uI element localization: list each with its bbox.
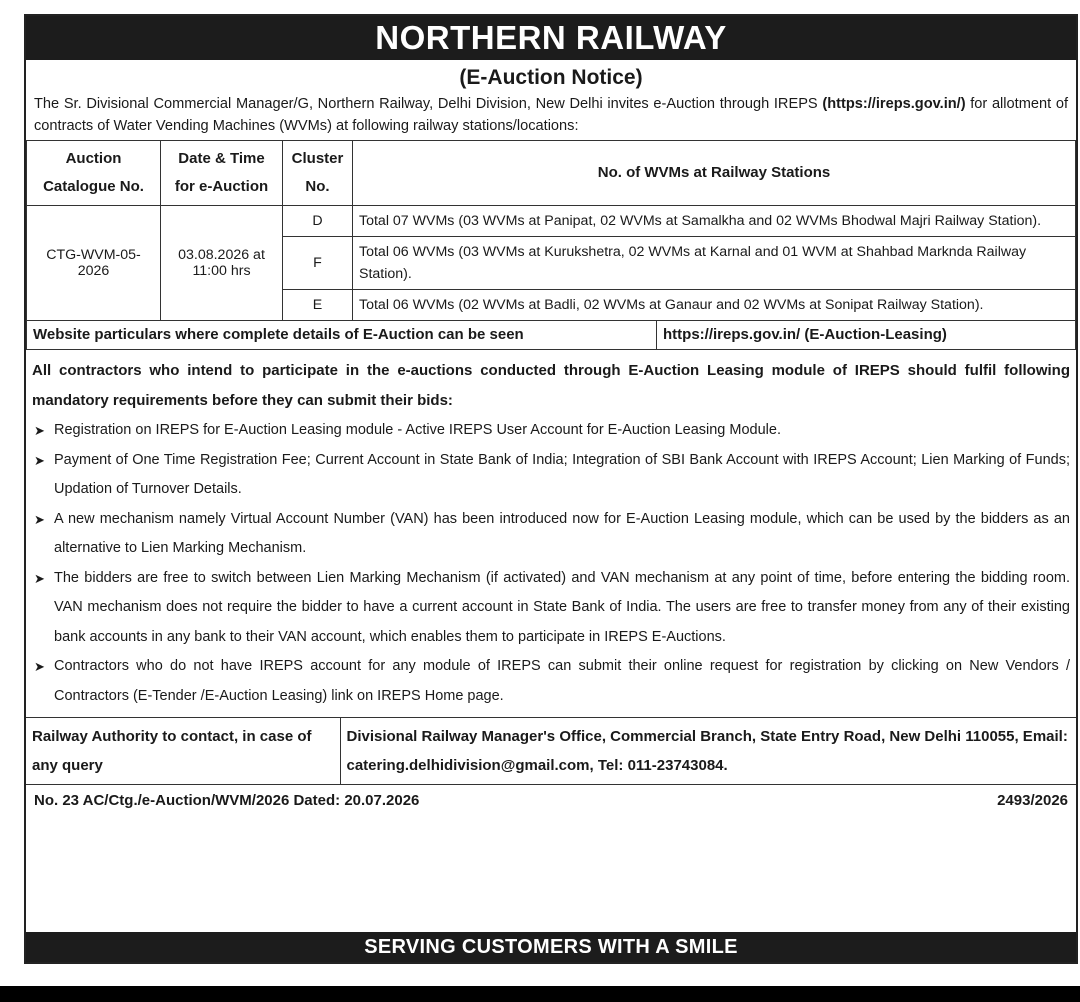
header-datetime: Date & Time for e-Auction (161, 141, 283, 206)
intro-text-end: for allotment of contracts of Water Vending Machines (WVMs) at following railway stations/locations: (34, 96, 1068, 134)
list-item: ➤ Registration on IREPS for E-Auction Leasing module - Active IREPS User Account for E-Auction Leasing Module. (32, 416, 1070, 446)
stations-cell: Total 06 WVMs (03 WVMs at Kurukshetra, 02 WVMs at Karnal and 01 WVM at Shahbad Marknda Railway Station). (353, 237, 1076, 290)
auction-table (26, 140, 1076, 321)
railway-title: NORTHERN RAILWAY (375, 19, 727, 56)
stations-cell: Total 06 WVMs (02 WVMs at Badli, 02 WVMs at Ganaur and 02 WVMs at Sonipat Railway Station). (353, 290, 1076, 321)
slogan-banner (26, 932, 1076, 962)
cluster-no: E (283, 290, 353, 321)
bottom-bar (0, 986, 1080, 1002)
requirements-list (32, 416, 1070, 711)
list-item: ➤ The bidders are free to switch between Lien Marking Mechanism (if activated) and VAN mechanism at any point of time, before entering the bidding room. VAN mechanism does not require the bidder to have a current account in State Bank of India. The users are free to transfer money from any of their existing bank accounts in any bank to their VAN account, which enables them to participate in IREPS E-Auctions. (32, 564, 1070, 653)
header-cluster: Cluster No. (283, 141, 353, 206)
notice-subtitle: (E-Auction Notice) (459, 66, 643, 89)
arrow-bullet-icon: ➤ (34, 570, 45, 586)
footer-reference-line (26, 785, 1076, 817)
arrow-bullet-icon: ➤ (34, 452, 45, 468)
intro-paragraph (26, 91, 1076, 137)
list-item: ➤ Contractors who do not have IREPS account for any module of IREPS can submit their online request for registration by clicking on New Vendors / Contractors (E-Tender /E-Auction Leasing) link on IREPS Home page. (32, 652, 1070, 711)
requirements-section (26, 350, 1076, 711)
notice-code: 2493/2026 (997, 792, 1068, 809)
header-catalogue: Auction Catalogue No. (27, 141, 161, 206)
intro-text-start: The Sr. Divisional Commercial Manager/G, Northern Railway, Delhi Division, New Delhi invites e-Auction through IREPS (34, 96, 823, 112)
list-item: ➤ A new mechanism namely Virtual Account Number (VAN) has been introduced now for E-Auction Leasing module, which can be used by the bidders as an alternative to Lien Marking Mechanism. (32, 505, 1070, 564)
reference-number: No. 23 AC/Ctg./e-Auction/WVM/2026 Dated: 20.07.2026 (34, 792, 420, 809)
table-header-row (27, 141, 1076, 206)
table-row (27, 206, 1076, 237)
arrow-bullet-icon: ➤ (34, 659, 45, 674)
requirements-heading: All contractors who intend to participate in the e-auctions conducted through E-Auction Leasing module of IREPS should fulfil following mandatory requirements before they can submit their bids: (32, 362, 1070, 409)
auction-notice (24, 14, 1078, 964)
railway-title-banner (26, 16, 1076, 60)
contact-details: Divisional Railway Manager's Office, Commercial Branch, State Entry Road, New Delhi 110055, Email: catering.delhidivision@gmail.com, Tel: 011-23743084. (340, 718, 1076, 785)
website-label: Website particulars where complete details of E-Auction can be seen (27, 321, 657, 350)
contact-table (26, 717, 1076, 785)
contact-label: Railway Authority to contact, in case of any query (26, 718, 340, 785)
list-item: ➤ Payment of One Time Registration Fee; Current Account in State Bank of India; Integration of SBI Bank Account with IREPS Account; Lien Marking of Funds; Updation of Turnover Details. (32, 446, 1070, 505)
slogan-text: SERVING CUSTOMERS WITH A SMILE (364, 936, 738, 958)
header-wvms: No. of WVMs at Railway Stations (353, 141, 1076, 206)
arrow-bullet-icon: ➤ (34, 511, 45, 527)
catalogue-number: CTG-WVM-05-2026 (27, 206, 161, 321)
website-link[interactable]: https://ireps.gov.in/ (E-Auction-Leasing) (657, 321, 1076, 350)
auction-datetime: 03.08.2026 at 11:00 hrs (161, 206, 283, 321)
website-table (26, 320, 1076, 350)
cluster-no: F (283, 237, 353, 290)
cluster-no: D (283, 206, 353, 237)
stations-cell: Total 07 WVMs (03 WVMs at Panipat, 02 WVMs at Samalkha and 02 WVMs Bhodwal Majri Railway Station). (353, 206, 1076, 237)
ireps-link[interactable]: (https://ireps.gov.in/) (822, 96, 966, 112)
arrow-bullet-icon: ➤ (34, 423, 45, 438)
